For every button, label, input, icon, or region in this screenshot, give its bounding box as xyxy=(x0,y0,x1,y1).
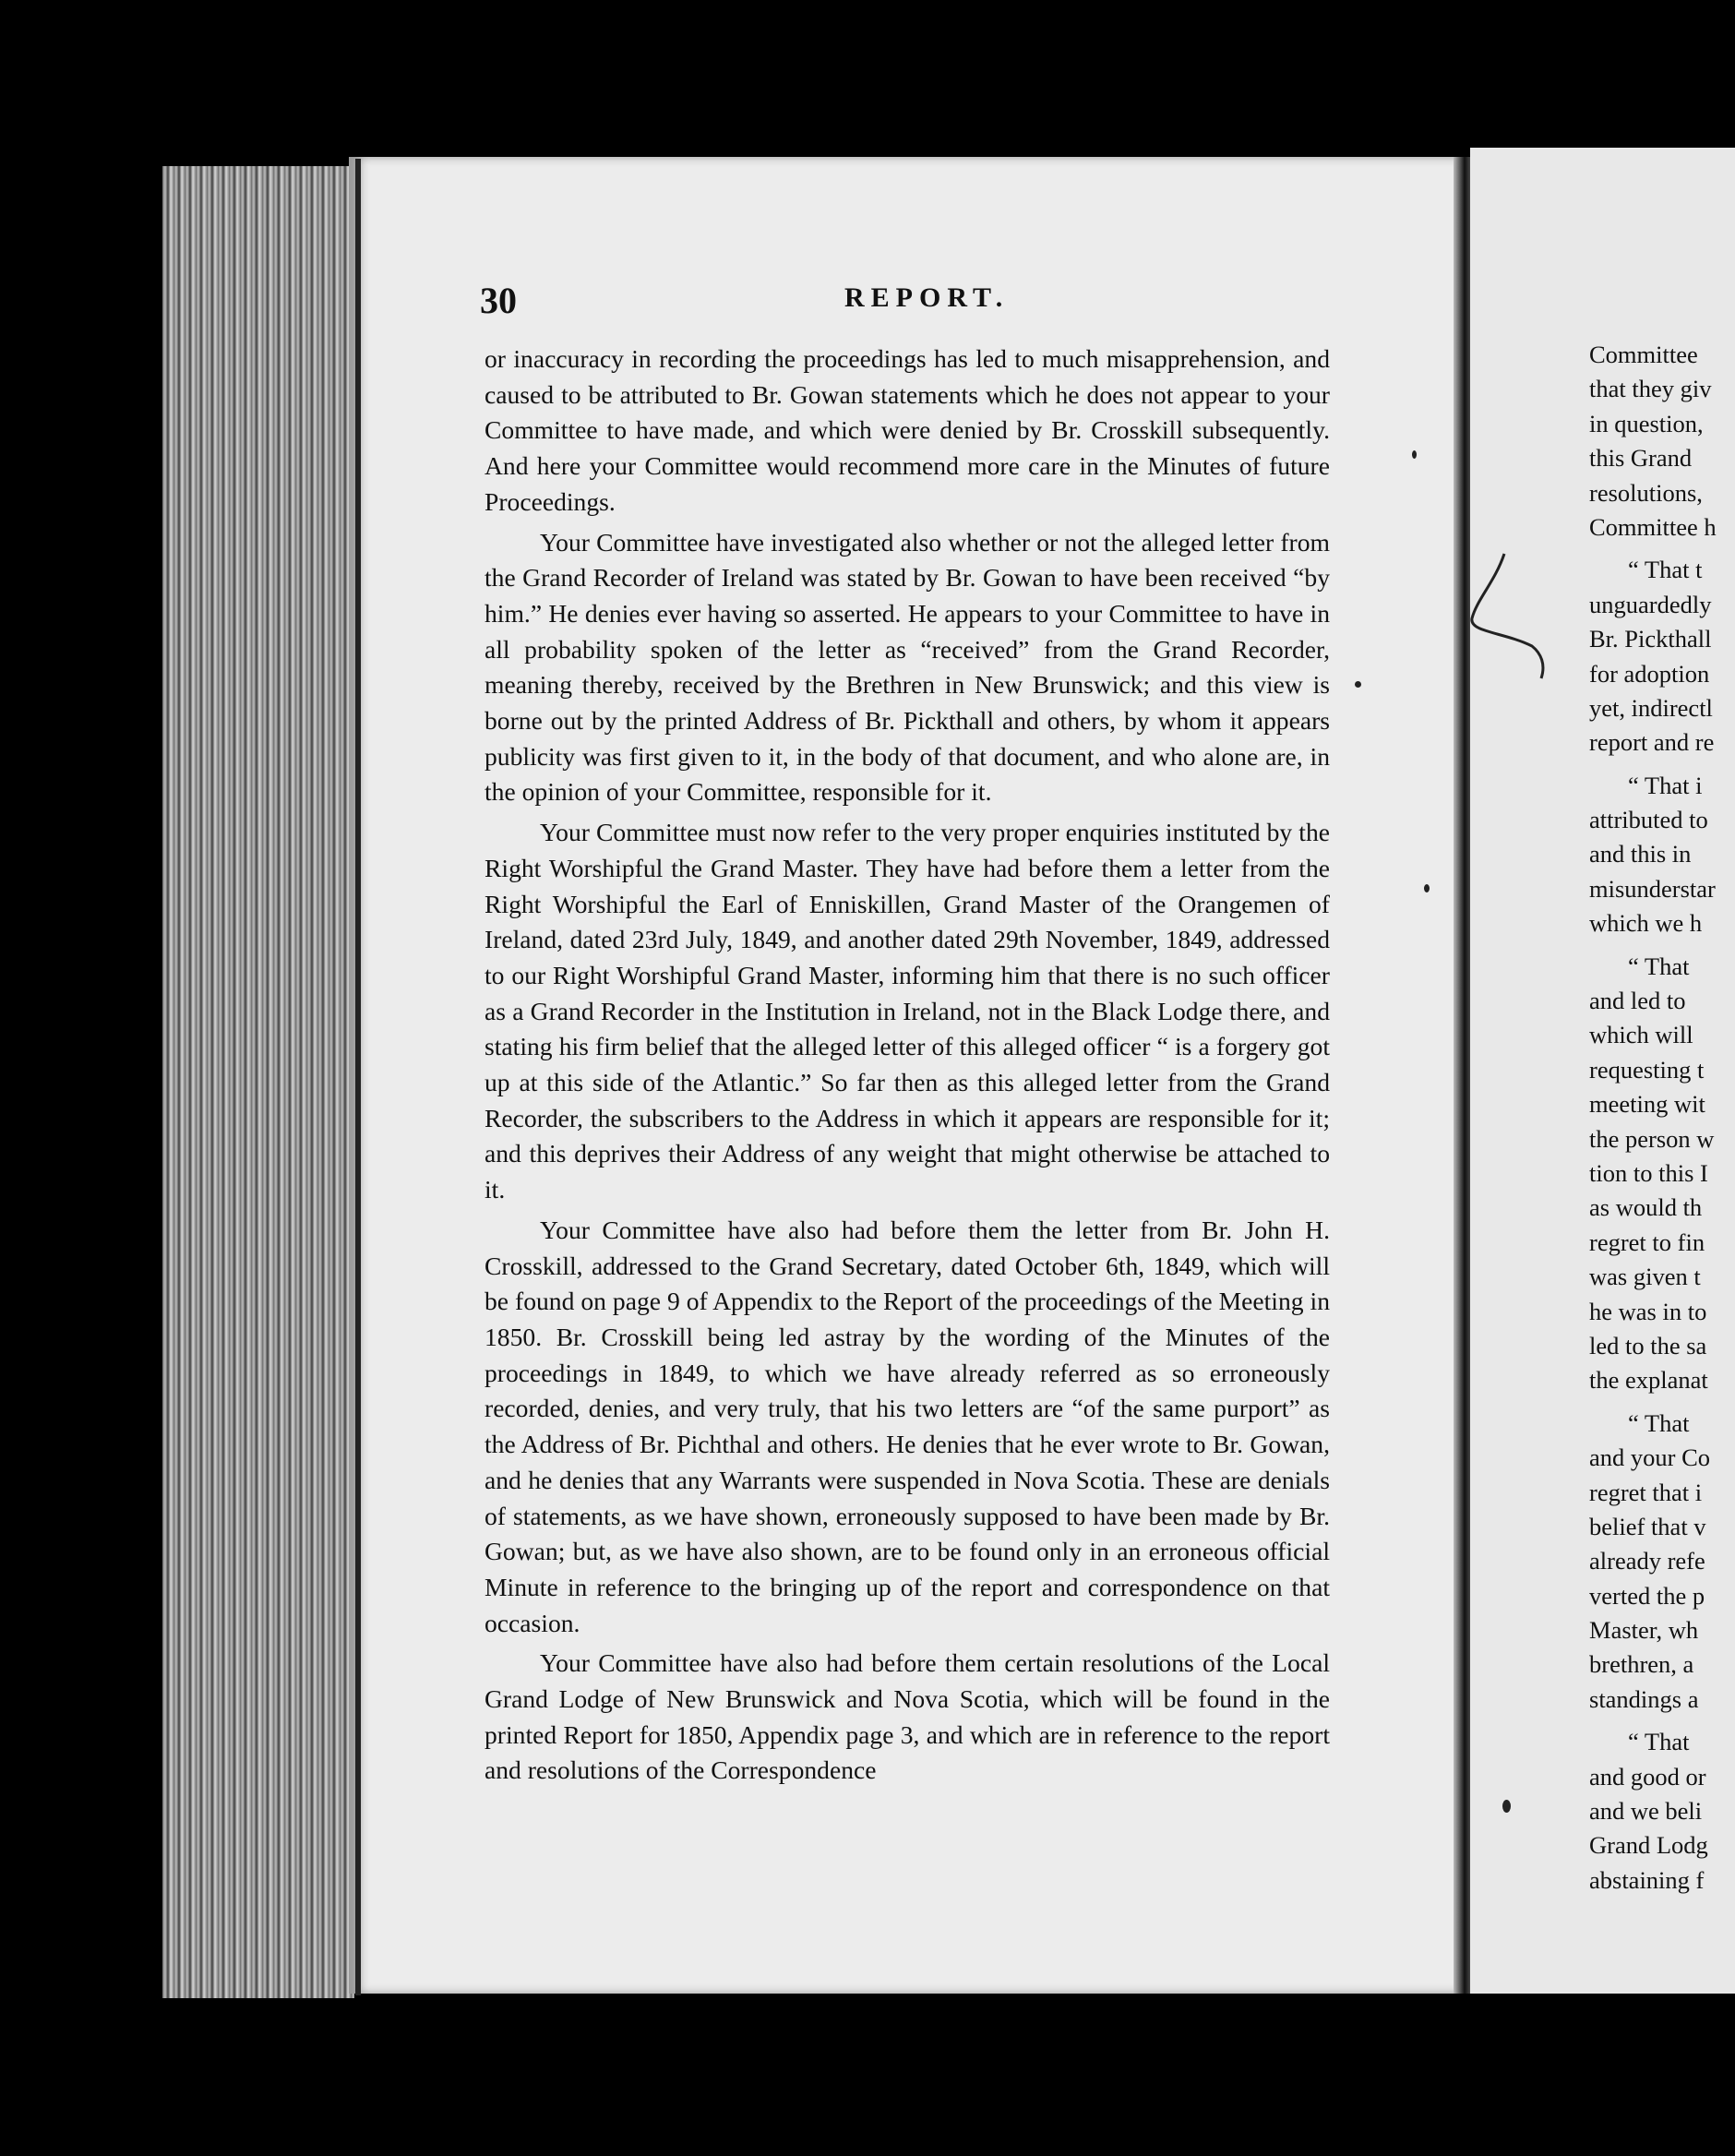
right-page-line: for adoption xyxy=(1589,659,1710,688)
page-number: 30 xyxy=(480,280,517,321)
right-page-line: “ That xyxy=(1628,1728,1690,1756)
right-page-line: already refe xyxy=(1589,1547,1705,1575)
line-gap xyxy=(1589,941,1735,950)
paragraph-2: Your Committee have investigated also whether or not the alleged letter from the Grand Recorder of Ireland was stated by Br. Gowan to have been received “by him.” He denies ever having so asserted. He appears to your Committee to have in all probability spoken of the letter as “received” from the Grand Recorder, meaning thereby, received by the Brethren in New Brunswick; and this view is borne out by the printed Address of Br. Pickthall and others, by whom it appears publicity was first given to it, in the body of that document, and who alone are, in the opinion of your Committee, responsible for it. xyxy=(485,527,1330,807)
right-page-line: “ That xyxy=(1628,952,1690,980)
ink-speck xyxy=(1424,884,1430,892)
pen-mark xyxy=(1467,545,1550,683)
right-page-line: Br. Pickthall xyxy=(1589,625,1712,653)
right-page-line: “ That xyxy=(1628,1408,1690,1437)
book-gutter xyxy=(1454,157,1472,1994)
right-page-line: belief that v xyxy=(1589,1512,1706,1540)
book-page-edges xyxy=(162,166,354,1998)
right-page-line: was given t xyxy=(1589,1263,1701,1291)
ink-speck xyxy=(1502,1800,1511,1813)
right-page-line: yet, indirectl xyxy=(1589,693,1713,722)
line-gap xyxy=(1589,1717,1735,1725)
running-title: REPORT. xyxy=(844,282,1010,313)
left-page-rule xyxy=(355,159,361,1995)
right-page-line: meeting wit xyxy=(1589,1090,1705,1119)
right-page-line: the person w xyxy=(1589,1124,1715,1153)
right-page-line: resolutions, xyxy=(1589,478,1703,507)
right-page-line: which we h xyxy=(1589,909,1703,938)
right-page-line: “ That i xyxy=(1628,771,1703,799)
line-gap xyxy=(1589,761,1735,769)
ink-speck xyxy=(1355,681,1361,688)
right-page-line: and led to xyxy=(1589,987,1686,1015)
right-page-line: and good or xyxy=(1589,1762,1706,1791)
right-page-line: attributed to xyxy=(1589,806,1708,834)
right-page-line: the explanat xyxy=(1589,1366,1708,1395)
right-page-line: regret that i xyxy=(1589,1478,1703,1506)
right-page-line: and we beli xyxy=(1589,1797,1703,1826)
right-page-line: Committee h xyxy=(1589,512,1717,541)
page-header xyxy=(480,279,1329,325)
line-gap xyxy=(1589,1398,1735,1407)
right-page-line: Grand Lodg xyxy=(1589,1831,1708,1860)
right-page-line: tion to this I xyxy=(1589,1158,1708,1187)
right-page-line: Committee xyxy=(1589,341,1698,368)
right-page-line: misunderstar xyxy=(1589,874,1716,903)
left-page-body xyxy=(485,341,1330,1793)
right-page-line: led to the sa xyxy=(1589,1331,1707,1359)
paragraph-3: Your Committee must now refer to the very proper enquiries instituted by the Right Worshipful the Grand Master. They have had before them a letter from the Right Worshipful the Earl of Enniskillen, Grand Master of the Orangemen of Ireland, dated 23rd July, 1849, and another dated 29th November, 1849, addressed to our Right Worshipful Grand Master, informing him that there is no such officer as a Grand Recorder in the Institution in Ireland, not in the Black Lodge there, and stating his firm belief that the alleged letter of this alleged officer “ is a forgery got up at this side of the Atlantic.” So far then as this alleged letter from the Grand Recorder, the subscribers to the Address in which it appears are responsible for it; and this deprives their Address of any weight that might otherwise be attached to it. xyxy=(485,818,1330,1204)
paragraph-1: or inaccuracy in recording the proceedings has led to much misapprehension, and caused to be attributed to Br. Gowan statements which he does not appear to your Committee to have made, and which were denied by Br. Crosskill subsequently. And here your Committee would recommend more care in the Minutes of future Proceedings. xyxy=(485,344,1330,516)
right-page-line: regret to fin xyxy=(1589,1228,1705,1256)
right-page-line: that they giv xyxy=(1589,375,1712,403)
right-page-line: verted the p xyxy=(1589,1581,1705,1610)
line-gap xyxy=(1589,545,1735,553)
right-page-line: “ That t xyxy=(1628,556,1703,584)
right-page-body xyxy=(1589,338,1735,1898)
paragraph-4: Your Committee have also had before them the letter from Br. John H. Crosskill, addressed to the Grand Secretary, dated October 6th, 1849, which will be found on page 9 of Appendix to the Report of the proceedings of the Meeting in 1850. Br. Crosskill being led astray by the wording of the Minutes of the proceedings in 1849, to which we have already referred as so erroneously recorded, denies, and very truly, that his two letters are “of the same purport” as the Address of Br. Pichthal and others. He denies that he ever wrote to Br. Gowan, and he denies that any Warrants were suspended in Nova Scotia. These are denials of statements, as we have shown, erroneously supposed to have been made by Br. Gowan; but, as we have also shown, are to be found only in an erroneous official Minute in reference to the bringing up of the report and correspondence on that occasion. xyxy=(485,1215,1330,1637)
right-page-line: unguardedly xyxy=(1589,590,1712,618)
right-page-line: Master, wh xyxy=(1589,1616,1699,1645)
paragraph-5: Your Committee have also had before them certain resolutions of the Local Grand Lodge of New Brunswick and Nova Scotia, which will be found in the printed Report for 1850, Appendix page 3, and which are in reference to the report and resolutions of the Correspondence xyxy=(485,1648,1330,1785)
right-page-line: requesting t xyxy=(1589,1055,1705,1084)
right-page-line: brethren, a xyxy=(1589,1650,1694,1679)
right-page-line: and your Co xyxy=(1589,1443,1711,1472)
right-page-line: in question, xyxy=(1589,409,1704,437)
right-page-line: abstaining f xyxy=(1589,1865,1705,1894)
ink-speck xyxy=(1412,450,1417,459)
right-page-line: and this in xyxy=(1589,840,1692,868)
right-page-line: standings a xyxy=(1589,1684,1699,1713)
right-page-line: which will xyxy=(1589,1021,1693,1049)
right-page-line: report and re xyxy=(1589,728,1715,757)
right-page-line: he was in to xyxy=(1589,1297,1707,1325)
right-page-line: as would th xyxy=(1589,1193,1703,1222)
right-page-line: this Grand xyxy=(1589,444,1693,473)
